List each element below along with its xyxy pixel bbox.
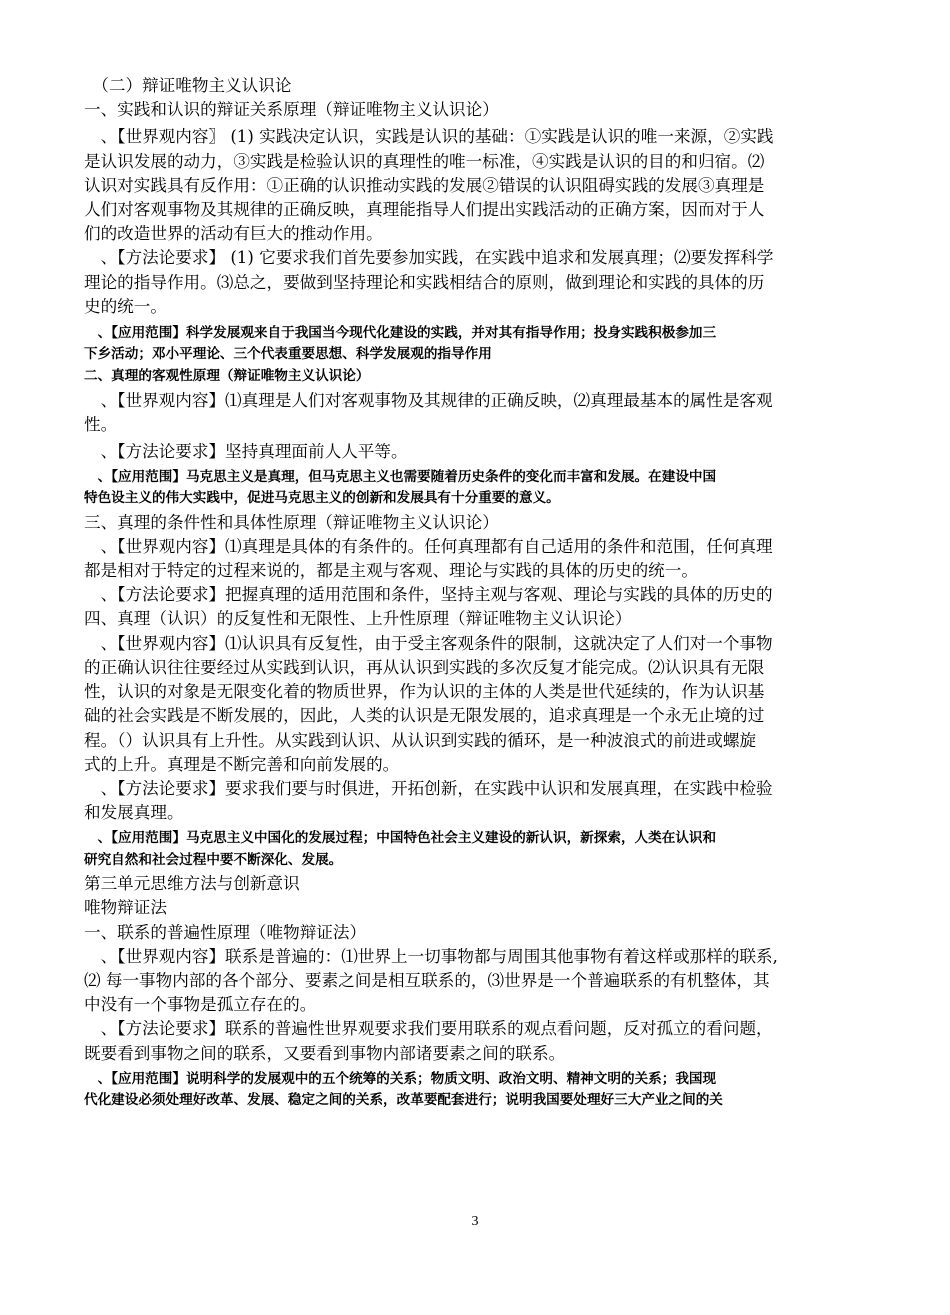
bold-text-line: 特色设主义的伟大实践中，促进马克思主义的创新和发展具有十分重要的意义。 (84, 490, 560, 507)
bold-text-line: 二、真理的客观性原理（辩证唯物主义认识论） (84, 367, 370, 384)
bold-text-line: 、【应用范围】马克思主义中国化的发展过程；中国特色社会主义建设的新认识，新探索，人类在认识和 (84, 830, 717, 847)
text-line: 是认识发展的动力，③实践是检验认识的真理性的唯一标准，④实践是认识的目的和归宿。⑵ (84, 151, 765, 171)
text-line: 、【方法论要求】联系的普遍性世界观要求我们要用联系的观点看问题，反对孤立的看问题， (84, 1019, 773, 1039)
text-line: 性，认识的对象是无限变化着的物质世界，作为认识的主体的人类是世代延续的，作为认识基 (84, 682, 765, 702)
bold-text-line: 下乡活动；邓小平理论、三个代表重要思想、科学发展观的指导作用 (84, 346, 492, 363)
bold-text-line: 代化建设必须处理好改革、发展、稳定之间的关系，改革要配套进行；说明我国要处理好三大产业之间的关 (84, 1092, 723, 1109)
document-page (84, 74, 890, 1112)
text-line: 既要看到事物之间的联系，又要看到事物内部诸要素之间的联系。 (84, 1043, 566, 1063)
text-line: 、【方法论要求】 (1) 它要求我们首先要参加实践，在实践中追求和发展真理；⑵要发挥科学 (84, 248, 774, 268)
text-line: 础的社会实践是不断发展的，因此，人类的认识是无限发展的，追求真理是一个永无止境的过 (84, 706, 765, 726)
text-line: 式的上升。真理是不断完善和向前发展的。 (84, 754, 400, 774)
text-line: 唯物辩证法 (84, 898, 167, 918)
text-line: 中没有一个事物是孤立存在的。 (84, 995, 317, 1015)
text-line: 理论的指导作用。⑶总之，要做到坚持理论和实践相结合的原则，做到理论和实践的具体的历 (84, 272, 765, 292)
text-line: 史的统一。 (84, 296, 167, 316)
text-line: 一、实践和认识的辩证关系原理（辩证唯物主义认识论） (84, 100, 499, 120)
text-line: 们的改造世界的活动有巨大的推动作用。 (84, 224, 383, 244)
text-line: 认识对实践具有反作用：①正确的认识推动实践的发展②错误的认识阻碍实践的发展③真理是 (84, 175, 765, 195)
text-line: 、【方法论要求】要求我们要与时俱进，开拓创新，在实践中认识和发展真理，在实践中检验 (84, 778, 773, 798)
text-line: 性。 (84, 415, 118, 435)
text-line: 和发展真理。 (84, 803, 184, 823)
text-line: 都是相对于特定的过程来说的，都是主观与客观、理论与实践的具体的历史的统一。 (84, 561, 698, 581)
text-line: （二）辩证唯物主义认识论 (84, 76, 292, 95)
bold-text-line: 、【应用范围】说明科学的发展观中的五个统筹的关系；物质文明、政治文明、精神文明的关系；我国现 (84, 1070, 717, 1087)
text-line: 的正确认识往往要经过从实践到认识，再从认识到实践的多次反复才能完成。⑵认识具有无限 (84, 657, 765, 677)
text-line: 、【世界观内容】⑴真理是人们对客观事物及其规律的正确反映，⑵真理最基本的属性是客观 (84, 391, 773, 411)
text-line: 一、联系的普遍性原理（唯物辩证法） (84, 922, 367, 942)
text-line: 、【世界观内容】⑴真理是具体的有条件的。任何真理都有自己适用的条件和范围，任何真理 (84, 536, 773, 556)
text-line: 人们对客观事物及其规律的正确反映，真理能指导人们提出实践活动的正确方案，因而对于人 (84, 200, 765, 220)
text-line: ⑵ 每一事物内部的各个部分、要素之间是相互联系的，⑶世界是一个普遍联系的有机整体，其 (84, 970, 770, 990)
bold-text-line: 、【应用范围】科学发展观来自于我国当今现代化建设的实践，并对其有指导作用；投身实践积极参加三 (84, 325, 717, 342)
page-number: 3 (471, 1214, 479, 1229)
text-line: 程。（）认识具有上升性。从实践到认识、从认识到实践的循环，是一种波浪式的前进或螺旋 (84, 730, 757, 750)
bold-text-line: 研究自然和社会过程中要不断深化、发展。 (84, 851, 343, 868)
bold-text-line: 、【应用范围】马克思主义是真理，但马克思主义也需要随着历史条件的变化而丰富和发展。在建设中国 (84, 468, 717, 485)
text-line: 、【方法论要求】把握真理的适用范围和条件，坚持主观与客观、理论与实践的具体的历史的 (84, 585, 773, 605)
text-line: 、【世界观内容】联系是普遍的：⑴世界上一切事物都与周围其他事物有着这样或那样的联系, (84, 946, 778, 966)
text-line: 第三单元思维方法与创新意识 (84, 874, 300, 894)
text-line: 、【方法论要求】坚持真理面前人人平等。 (84, 441, 408, 461)
text-line: 三、真理的条件性和具体性原理（辩证唯物主义认识论） (84, 512, 499, 532)
text-line: 、【世界观内容】⑴认识具有反复性，由于受主客观条件的限制，这就决定了人们对一个事物 (84, 633, 773, 653)
text-line: 四、真理（认识）的反复性和无限性、上升性原理（辩证唯物主义认识论） (84, 609, 632, 629)
text-line: 、【世界观内容〗 (1) 实践决定认识，实践是认识的基础：①实践是认识的唯一来源，②实践 (84, 127, 774, 147)
